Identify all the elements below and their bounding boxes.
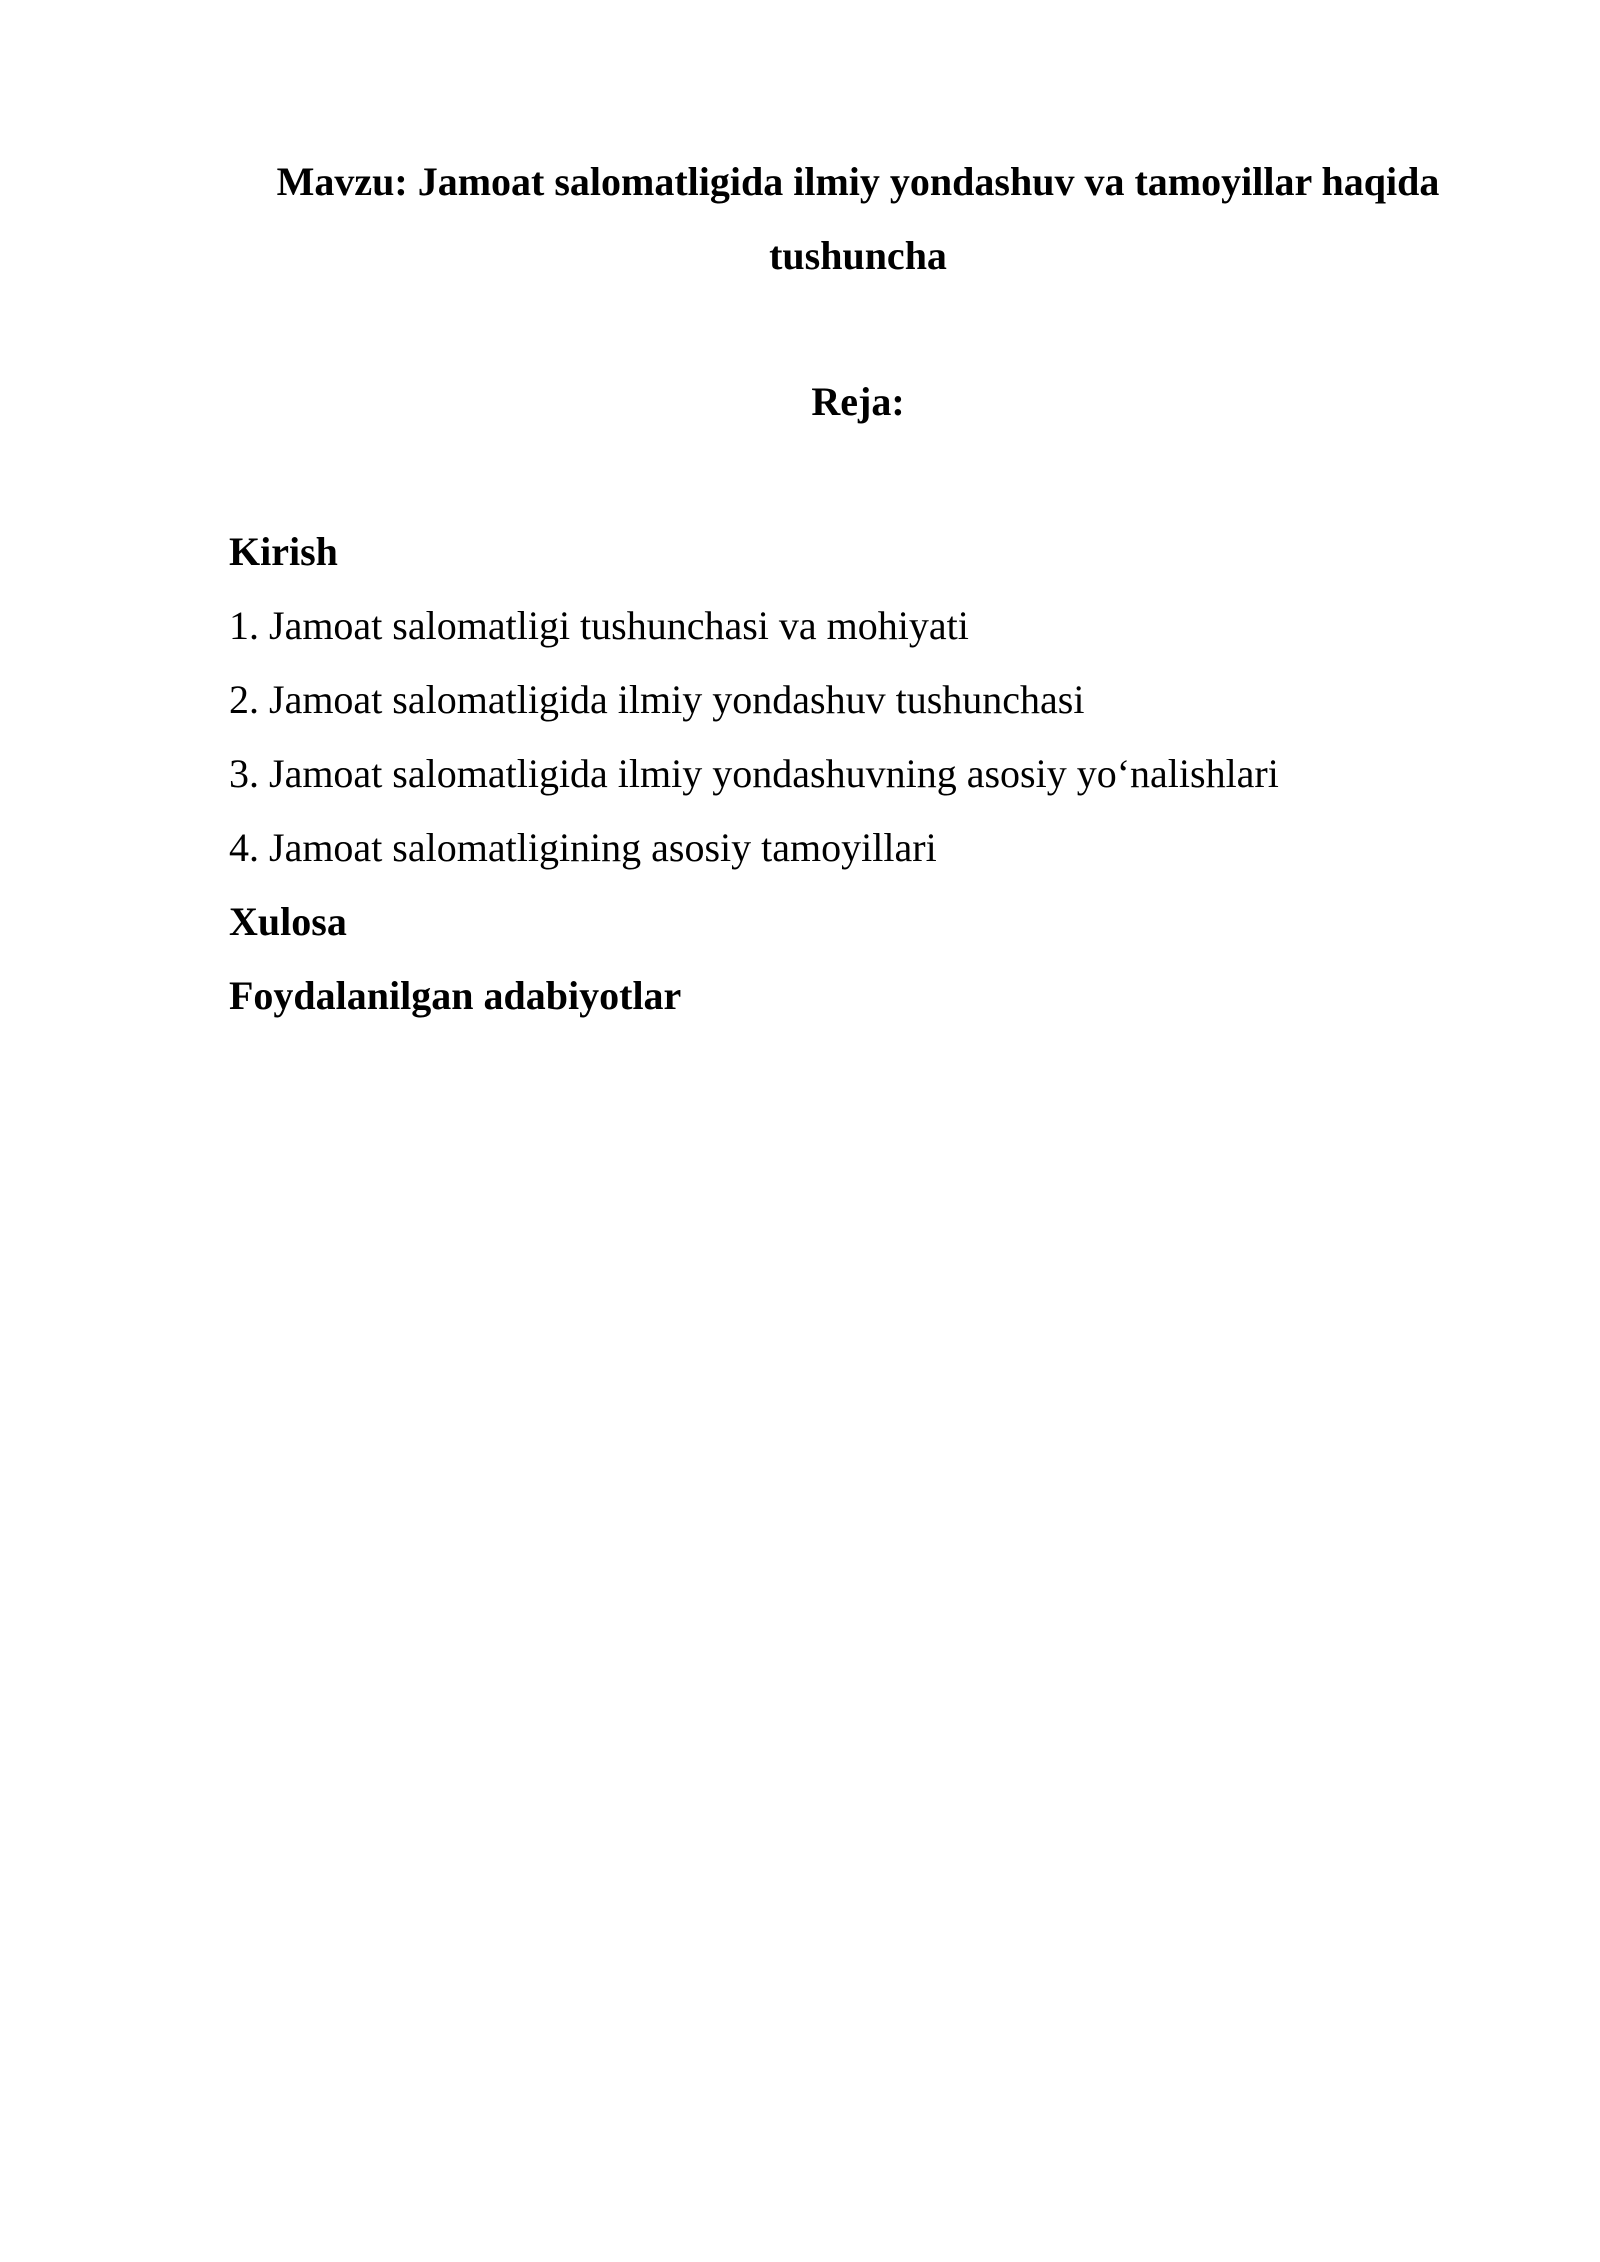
document-title: Mavzu: Jamoat salomatligida ilmiy yondashuv va tamoyillar haqida tushuncha [276,159,1440,278]
plan-item-introduction: Kirish [229,529,338,574]
plan-item-conclusion: Xulosa [229,899,347,944]
plan-item-1: 1. Jamoat salomatligi tushunchasi va mohiyati [229,603,969,648]
plan-item-3: 3. Jamoat salomatligida ilmiy yondashuvning asosiy yo‘nalishlari [229,751,1279,796]
plan-item-references: Foydalanilgan adabiyotlar [229,973,682,1018]
plan-item-4: 4. Jamoat salomatligining asosiy tamoyillari [229,825,937,870]
plan-list [229,515,1489,1033]
plan-item-2: 2. Jamoat salomatligida ilmiy yondashuv tushunchasi [229,677,1085,722]
plan-heading: Reja: [811,379,905,424]
